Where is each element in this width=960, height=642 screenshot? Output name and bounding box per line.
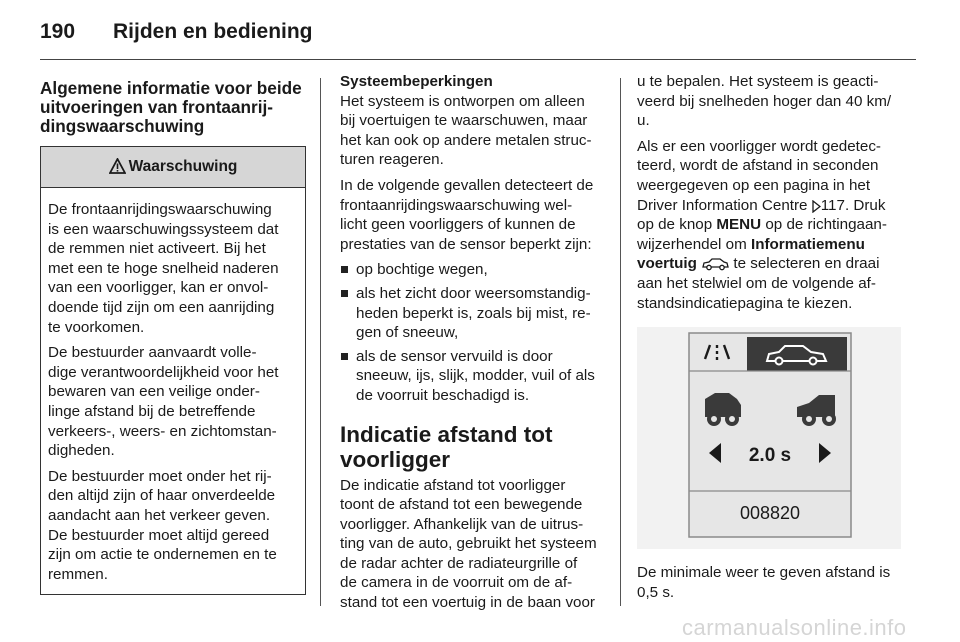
text-line: aandacht aan het verkeer geven. xyxy=(48,506,271,524)
column-1 xyxy=(40,72,306,595)
watermark: carmanualsonline.info xyxy=(682,615,907,640)
text-line: De frontaanrijdingswaarschuwing xyxy=(48,201,272,218)
text-line: de remmen niet activeert. Bij het xyxy=(48,240,266,258)
warning-title: Waarschuwing xyxy=(128,158,238,175)
text-line: De bestuurder moet altijd gereed xyxy=(48,526,270,544)
distance-display-figure xyxy=(637,327,901,549)
text-line: stand tot een voertuig in de baan voor xyxy=(340,594,595,612)
odometer-value: 008820 xyxy=(739,503,801,524)
text-line: op bochtige wegen, xyxy=(356,261,488,279)
text-line: De indicatie afstand tot voorligger xyxy=(340,476,566,494)
paragraph xyxy=(637,137,903,313)
text-line: te selecteren en draai xyxy=(729,255,880,273)
text-line: van een voorligger, kan er onvol- xyxy=(48,279,269,297)
header-rule xyxy=(40,59,916,60)
text-line: zijn om actie te ondernemen en te xyxy=(48,546,277,564)
page-reference-icon xyxy=(812,200,821,213)
text-line: linge afstand bij de betreffende xyxy=(48,402,256,420)
text-line: frontaanrijdingswaarschuwing wel- xyxy=(340,196,573,214)
text-line: prestaties van de sensor beperkt zijn: xyxy=(340,235,592,253)
heading-line: uitvoeringen van frontaanrij- xyxy=(40,97,274,117)
text-line: weergegeven op een pagina in het xyxy=(637,176,871,194)
car-icon xyxy=(701,257,729,271)
paragraph xyxy=(637,72,903,131)
text-line: licht geen voorliggers of kunnen de xyxy=(340,216,576,234)
warning-header xyxy=(41,147,305,188)
menu-label: MENU xyxy=(716,216,762,234)
warning-body xyxy=(41,188,305,594)
paragraph xyxy=(340,176,602,254)
section-heading xyxy=(40,79,306,136)
text-line: remmen. xyxy=(48,565,108,583)
text-line: In de volgende gevallen detecteert de xyxy=(340,176,594,194)
text-line: ting van de auto, gebruikt het systeem xyxy=(340,535,597,553)
text-line: met een te hoge snelheid naderen xyxy=(48,259,279,277)
text-line: bij voertuigen te waarschuwen, maar xyxy=(340,112,588,130)
warning-paragraph xyxy=(48,467,298,585)
heading-line: dingswaarschuwing xyxy=(40,116,205,136)
text-line: De bestuurder aanvaardt volle- xyxy=(48,344,257,362)
page-header xyxy=(40,16,916,56)
display-illustration xyxy=(637,327,901,549)
column-2 xyxy=(340,72,602,619)
page-reference[interactable]: 117 xyxy=(820,196,845,214)
text-line: veerd bij snelheden hoger dan 40 km/ xyxy=(637,92,892,110)
text-line: heden beperkt is, zoals bij mist, re- xyxy=(356,304,591,322)
text-line: als het zicht door weersomstandig- xyxy=(356,284,591,302)
text-line: den altijd zijn of haar onverdeelde xyxy=(48,487,276,505)
text-line: sneeuw, ijs, slijk, modder, vuil of als xyxy=(356,367,595,385)
text-line: voorligger. Afhankelijk van de uitrus- xyxy=(340,515,584,533)
sub-heading: Systeembeperkingen xyxy=(340,73,493,90)
gap-value: 2.0 s xyxy=(748,445,792,467)
text-line: wijzerhendel om xyxy=(637,235,751,253)
text-line: teerd, wordt de afstand in seconden xyxy=(637,157,879,175)
text-line: u te bepalen. Het systeem is geacti- xyxy=(637,73,879,90)
vehicle-label: voertuig xyxy=(637,255,697,273)
text-block xyxy=(340,72,602,170)
text-line: dige verantwoordelijkheid voor het xyxy=(48,363,279,381)
text-line: het kan ook op andere metalen struc- xyxy=(340,131,592,149)
text-line: Als er een voorligger wordt gedetec- xyxy=(637,137,881,155)
text-line: u. xyxy=(637,112,650,130)
heading-line: voorligger xyxy=(340,446,451,472)
section-heading xyxy=(340,422,602,472)
info-menu-label: Informatiemenu xyxy=(750,235,865,253)
list-item xyxy=(340,347,602,406)
text-line: de radar achter de radiateurgrille of xyxy=(340,554,578,572)
text-line: De bestuurder moet onder het rij- xyxy=(48,467,272,485)
text-line: doende tijd zijn om een aanrijding xyxy=(48,298,275,316)
text-line: bewaren van een veilige onder- xyxy=(48,383,260,401)
figure-caption xyxy=(637,563,903,602)
text-line: aan het stelwiel om de volgende af- xyxy=(637,274,876,292)
paragraph xyxy=(340,476,602,613)
warning-paragraph xyxy=(48,200,298,337)
text-line: is een waarschuwingssysteem dat xyxy=(48,220,279,238)
text-line: toont de afstand tot een bewegende xyxy=(340,496,583,514)
text-line: Driver Information Centre xyxy=(637,196,808,214)
warning-triangle-icon xyxy=(109,158,126,174)
list-item xyxy=(340,284,602,343)
text-line: turen reageren. xyxy=(340,151,444,169)
page-title: Rijden en bediening xyxy=(113,20,313,43)
warning-box xyxy=(40,146,306,595)
text-line: . Druk xyxy=(844,196,886,214)
text-line: de voorruit beschadigd is. xyxy=(356,386,530,404)
text-line: Het systeem is ontworpen om alleen xyxy=(340,92,585,110)
column-divider xyxy=(620,78,621,606)
text-line: verkeers-, weers- en zichtomstan- xyxy=(48,422,277,440)
text-line: De minimale weer te geven afstand is xyxy=(637,564,891,582)
text-line: digheden. xyxy=(48,442,115,460)
column-divider xyxy=(320,78,321,606)
text-line: 0,5 s. xyxy=(637,583,675,601)
page-number: 190 xyxy=(40,20,76,43)
text-line: te voorkomen. xyxy=(48,318,145,336)
list-item xyxy=(340,260,602,280)
text-line: gen of sneeuw, xyxy=(356,324,459,342)
column-3 xyxy=(637,72,903,608)
text-line: op de knop xyxy=(637,216,717,234)
heading-line: Algemene informatie voor beide xyxy=(40,78,302,98)
bullet-list xyxy=(340,260,602,405)
text-line: standsindicatiepagina te kiezen. xyxy=(637,294,853,312)
text-line: als de sensor vervuild is door xyxy=(356,347,553,365)
text-line: op de richtingaan- xyxy=(761,216,887,234)
warning-paragraph xyxy=(48,343,298,461)
heading-line: Indicatie afstand tot xyxy=(340,421,553,447)
text-line: de camera in de voorruit om de af- xyxy=(340,574,573,592)
